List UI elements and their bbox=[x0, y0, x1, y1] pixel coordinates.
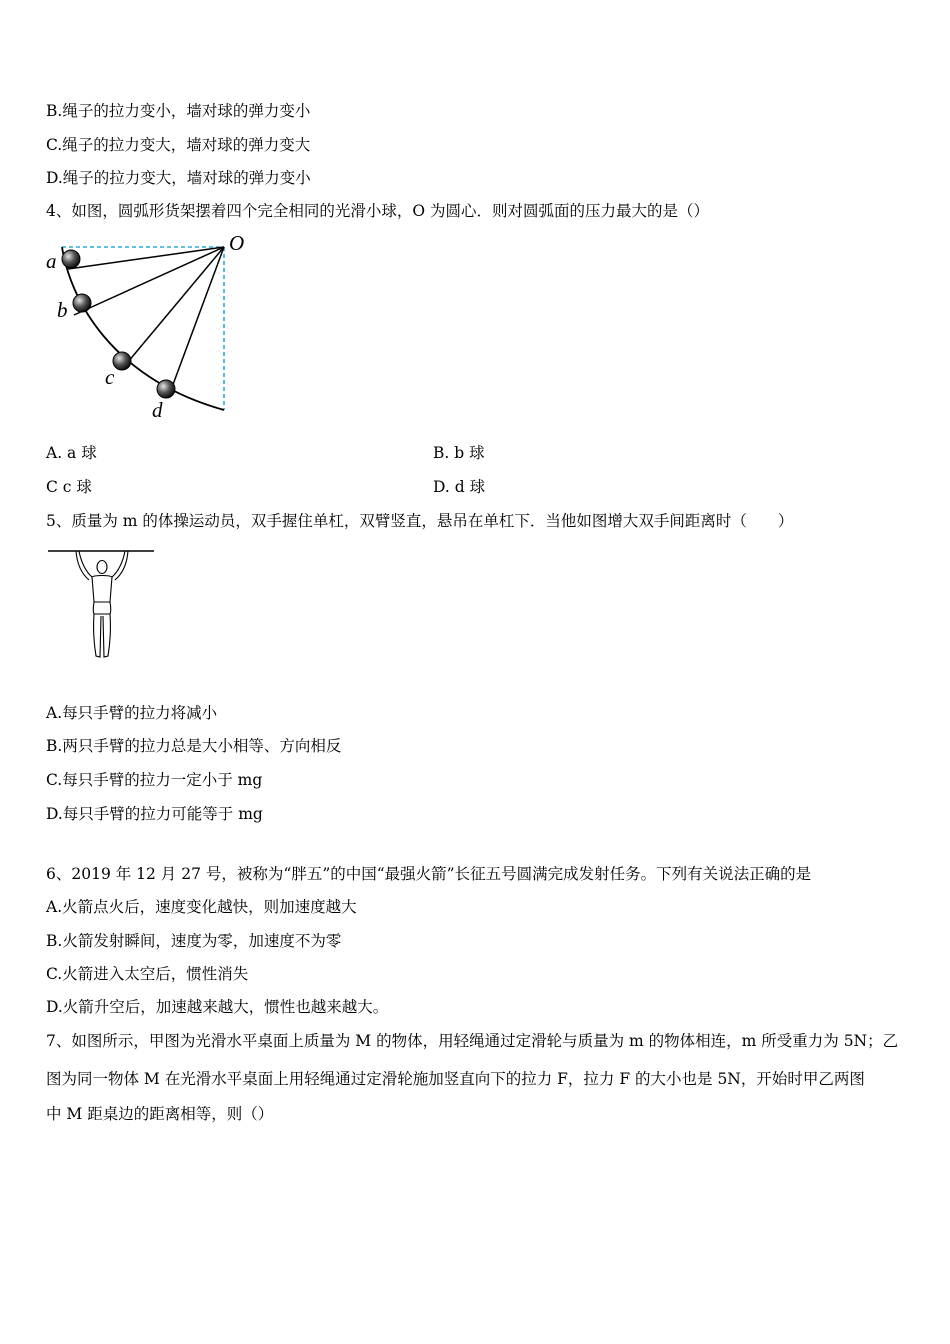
ball-b bbox=[73, 294, 91, 312]
arc-surface bbox=[62, 247, 224, 410]
q7-line-3: 中 M 距桌边的距离相等，则（） bbox=[46, 1105, 274, 1123]
label-a: a bbox=[46, 249, 57, 273]
q4-option-a: A. a 球 bbox=[46, 444, 97, 462]
q4-option-d: D. d 球 bbox=[433, 478, 486, 496]
q5-stem: 5、质量为 m 的体操运动员，双手握住单杠，双臂竖直，悬吊在单杠下．当他如图增大双手间距离时（ ） bbox=[46, 512, 794, 530]
label-center-o: O bbox=[229, 231, 245, 255]
ball-d bbox=[157, 380, 175, 398]
q4-arc-shelf-figure bbox=[40, 228, 260, 428]
q6-option-c: C.火箭进入太空后，惯性消失 bbox=[46, 965, 249, 983]
label-d: d bbox=[152, 398, 163, 422]
q7-line-2: 图为同一物体 M 在光滑水平桌面上用轻绳通过定滑轮施加竖直向下的拉力 F，拉力 F 的大小也是 5N，开始时甲乙两图 bbox=[46, 1070, 865, 1088]
q3-option-b: B.绳子的拉力变小，墙对球的弹力变小 bbox=[46, 102, 311, 120]
label-b: b bbox=[57, 298, 68, 322]
q3-option-c: C.绳子的拉力变大，墙对球的弹力变大 bbox=[46, 136, 311, 154]
q6-option-a: A.火箭点火后，速度变化越快，则加速度越大 bbox=[46, 898, 357, 916]
label-c: c bbox=[105, 365, 115, 389]
q5-option-a: A.每只手臂的拉力将减小 bbox=[46, 704, 218, 722]
q6-option-d: D.火箭升空后，加速越来越大，惯性也越来越大。 bbox=[46, 998, 389, 1016]
q4-option-b: B. b 球 bbox=[433, 444, 485, 462]
radius-line-d bbox=[168, 247, 224, 398]
q5-gymnast-figure bbox=[46, 544, 158, 664]
q5-option-b: B.两只手臂的拉力总是大小相等、方向相反 bbox=[46, 737, 342, 755]
ball-a bbox=[62, 250, 80, 268]
q5-option-d: D.每只手臂的拉力可能等于 mg bbox=[46, 805, 263, 823]
ball-c bbox=[113, 352, 131, 370]
q4-stem: 4、如图，圆弧形货架摆着四个完全相同的光滑小球，O 为圆心．则对圆弧面的压力最大的是（） bbox=[46, 202, 709, 220]
q6-stem: 6、2019 年 12 月 27 号，被称为“胖五”的中国“最强火箭”长征五号圆满完成发射任务。下列有关说法正确的是 bbox=[46, 865, 812, 883]
q6-option-b: B.火箭发射瞬间，速度为零，加速度不为零 bbox=[46, 932, 342, 950]
q5-option-c: C.每只手臂的拉力一定小于 mg bbox=[46, 771, 263, 789]
radius-line-c bbox=[122, 247, 224, 369]
q7-line-1: 7、如图所示，甲图为光滑水平桌面上质量为 M 的物体，用轻绳通过定滑轮与质量为 m 的物体相连，m 所受重力为 5N；乙 bbox=[46, 1032, 899, 1050]
q3-option-d: D.绳子的拉力变大，墙对球的弹力变小 bbox=[46, 169, 311, 187]
q4-option-c: C c 球 bbox=[46, 478, 92, 496]
